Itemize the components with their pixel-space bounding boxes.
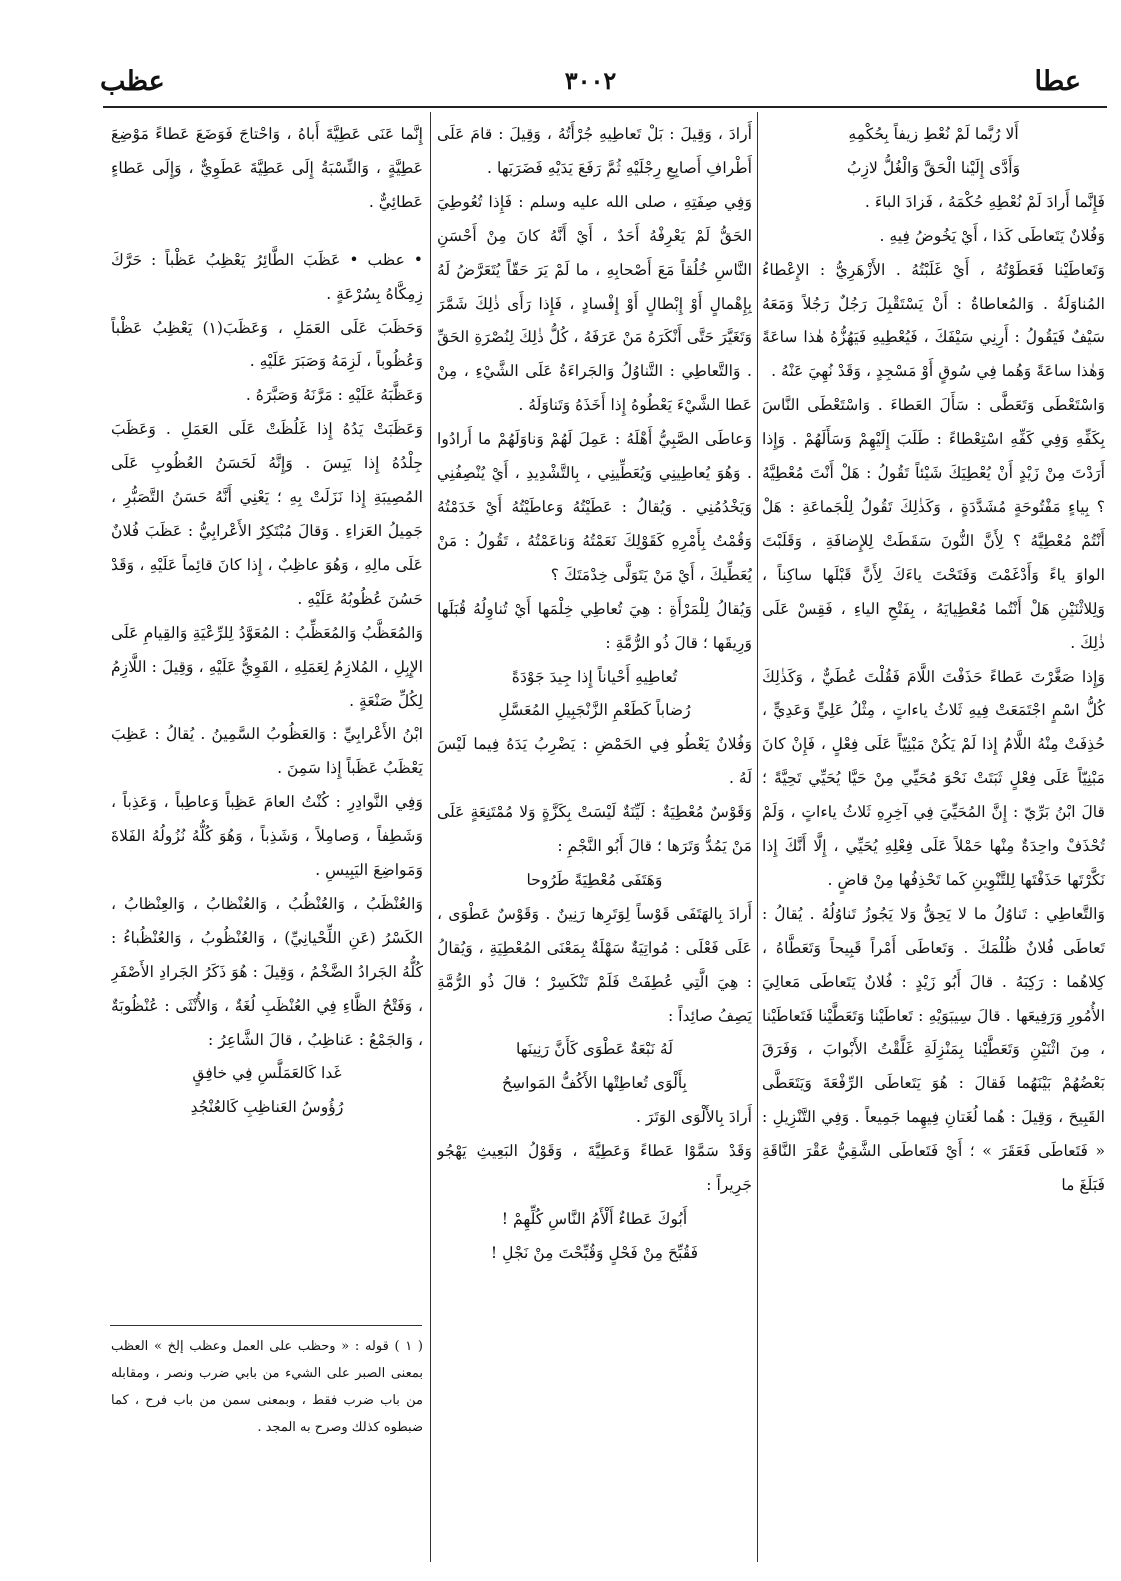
paragraph: أَرادَ ، وَقِيلَ : بَلْ تَعاطِيهِ جُرْأَتُهُ ، وَقِيلَ : قامَ عَلَى أَطْرافِ أَصابِعِ رِجْلَيْهِ ثُمَّ رَفَعَ يَدَيْهِ فَضَرَبَها . (437, 125, 752, 177)
column-separator (430, 112, 431, 1562)
verse-line: تُعاطِيهِ أَحْياناً إِذا جِيدَ جَوْدَةً (511, 667, 678, 686)
verse-line: رُؤُوسُ العَناظِبِ كَالعُنْجُدِ (190, 1098, 344, 1117)
paragraph: وَالمُعَظَّبُ وَالمُعَظِّبُ : المُعَوَّدُ لِلرِّعْيَةِ وَالقِيامِ عَلَى الإِبِلِ ، المُلازِمُ لِعَمَلِهِ ، القَوِيُّ عَلَيْهِ ، وَقِيلَ : اللَّازِمُ لِكُلِّ صَنْعَةٍ . (111, 623, 423, 710)
header-rule (103, 106, 1107, 108)
verse-line: لَهُ نَبْعَةٌ عَطْوَى كَأَنَّ رَنِينَها (515, 1040, 674, 1059)
column-middle (437, 118, 752, 1558)
header-root-right: عطا (1034, 66, 1081, 97)
verse-line: وَأَدَّى إِلَيْنا الْحَقَّ وَالْغُلُّ لازِبُ (846, 158, 1021, 177)
verse-line: رُضاباً كَطَعْمِ الزَّنْجَبِيلِ المُعَسَّلِ (498, 701, 691, 720)
header-root-left: عظب (100, 66, 165, 97)
paragraph: وَعَظَّبَهُ عَلَيْهِ : مَرَّنَهُ وَصَبَّرَهُ . (245, 386, 423, 405)
column-separator (757, 112, 758, 1562)
verse-line: فَقُبِّحَ مِنْ فَحْلٍ وَقُبِّحْتَ مِنْ نَجْلِ ! (490, 1243, 699, 1262)
entry-heading: • عظب • عَظَبَ الطَّائِرُ يَعْظِبُ عَظْباً : حَرَّكَ زِمِكَّاهُ بِسُرْعَةٍ . (111, 250, 423, 303)
paragraph: فَإِنَّما أَرادَ لَمْ نُعْطِهِ حُكْمَهُ ، فَزادَ الباءَ . (864, 192, 1105, 211)
paragraph: أَرادَ بِالهَتَفَى قَوْساً لِوَتَرِها رَنِينٌ . وَقَوْسٌ عَطْوَى ، عَلَى فَعْلَى : مُواتِيَةٌ سَهْلَةٌ بِمَعْنَى المُعْطِيَةِ ، وَيُقالُ : هِيَ الَّتِي عُطِفَتْ فَلَمْ تَنْكَسِرْ ؛ قالَ ذُو الرُّمَّةِ يَصِفُ صائِداً : (437, 904, 752, 1025)
paragraph: وَعاطَى الصَّبِيُّ أَهْلَهُ : عَمِلَ لَهُمْ وَناوَلَهُمْ ما أَرادُوا . وَهُوَ يُعاطِينِي وَيُعَطِّينِي ، بِالتَّشْدِيدِ ، أَيْ يُنْصِفُنِي وَيَخْدُمُنِي . وَيُقالُ : عَطَيْتُهُ وَعاطَيْتُهُ أَيْ خَدَمْتُهُ وَقُمْتُ بِأَمْرِهِ كَقَوْلِكَ نَعَمْتُهُ وَناعَمْتُهُ ، تَقُولُ : مَنْ يُعَطِّيكَ ، أَيْ مَنْ يَتَوَلَّى خِدْمَتَكَ ؟ (437, 430, 752, 584)
footnote: ( ١ ) قوله : « وحظب على العمل وعظب إلخ » العظب بمعنى الصبر على الشيء من بابي ضرب ونصر ، ومقابله من باب ضرب فقط ، وبمعنى سمن من باب فرح ، كما ضبطوه كذلك وصرح به المجد . (111, 1339, 423, 1435)
paragraph: وَيُقالُ لِلْمَرْأَةِ : هِيَ تُعاطِي خِلْمَها أَيْ تُناوِلُهُ قُبَلَها وَرِيقَها ؛ قالَ ذُو الرُّمَّةِ : (437, 599, 752, 652)
paragraph: وَفِي صِفَتِهِ ، صلى الله عليه وسلم : فَإِذا تُعُوطِيَ الحَقُّ لَمْ يَعْرِفْهُ أَحَدٌ ، أَيْ أَنَّهُ كانَ مِنْ أَحْسَنِ النَّاسِ خُلُقاً مَعَ أَصْحابِهِ ، ما لَمْ يَرَ حَقّاً يُتَعَرَّضُ لَهُ بِإِهْمالٍ أَوْ إِبْطالٍ أَوْ إِفْسادٍ ، فَإِذا رَأَى ذٰلِكَ شَمَّرَ وَتَغَيَّرَ حَتَّى أَنْكَرَهُ مَنْ عَرَفَهُ ، كُلُّ ذٰلِكَ لِنُصْرَةِ الحَقِّ . وَالتَّعاطِي : التَّناوُلُ وَالجَراءَةُ عَلَى الشَّيْءِ ، مِنْ عَطا الشَّيْءَ يَعْطُوهُ إِذا أَخَذَهُ وَتَناوَلَهُ . (437, 192, 752, 415)
paragraph: وَالتَّعاطِي : تَناوُلُ ما لا يَحِقُّ وَلا يَجُوزُ تَناوُلُهُ . يُقالُ : تَعاطَى فُلانٌ ظُلْمَكَ . وَتَعاطَى أَمْراً قَبِيحاً وَتَعَطَّاهُ ، كِلاهُما : رَكِبَهُ . قالَ أَبُو زَيْدٍ : فُلانٌ يَتَعاطَى مَعالِيَ الأُمُورِ وَرَفِيعَها . قالَ سِيبَوَيْهِ : تَعاطَيْنا وَتَعَطَّيْنا فَتَعاطَيْنا ، مِنَ اثْنَيْنِ وَتَعَطَّيْنا بِمَنْزِلَةِ غَلَّقْتُ الأَبْوابَ ، وَفَرَقَ بَعْضُهُمْ بَيْنَهُما فَقالَ : هُوَ يَتَعاطَى الرِّفْعَةَ وَيَتَعَطَّى القَبِيحَ ، وَقِيلَ : هُما لُغَتانِ فِيهِما جَمِيعاً . وَفِي التَّنْزِيلِ : « فَتَعاطَى فَعَقَرَ » ؛ أَيْ فَتَعاطَى الشَّقِيُّ عَقْرَ النَّاقَةِ فَبَلَغَ ما (762, 904, 1105, 1195)
page-header (100, 66, 1081, 106)
paragraph: وَاسْتَعْطَى وَتَعَطَّى : سَأَلَ العَطاءَ . وَاسْتَعْطَى النَّاسَ بِكَفِّهِ وَفِي كَفِّهِ اسْتِعْطاءً : طَلَبَ إِلَيْهِمْ وَسَأَلَهُمْ . وَإِذا أَرَدْتَ مِنْ زَيْدٍ أَنْ يُعْطِيَكَ شَيْئاً تَقُولُ : هَلْ أَنْتَ مُعْطِيَّهُ ؟ بِياءٍ مَفْتُوحَةٍ مُشَدَّدَةٍ ، وَكَذٰلِكَ تَقُولُ لِلْجَماعَةِ : هَلْ أَنْتُمْ مُعْطِيَّهُ ؟ لِأَنَّ النُّونَ سَقَطَتْ لِلإِضافَةِ ، وَقَلَبْتَ الواوَ ياءً وَأَدْغَمْتَ وَفَتَحْتَ ياءَكَ لِأَنَّ قَبْلَها ساكِناً ، وَلِلاثْنَيْنِ هَلْ أَنْتُما مُعْطِيايَهُ ، بِفَتْحِ الياءِ ، فَقِسْ عَلَى ذٰلِكَ . (762, 396, 1105, 652)
paragraph: ابْنُ الأَعْرابِيِّ : وَالعَظُوبُ السَّمِينُ . يُقالُ : عَظِبَ يَعْظَبُ عَظَباً إِذا سَمِنَ . (111, 725, 423, 778)
footnote-rule (110, 1325, 422, 1326)
paragraph: وَقَوْسٌ مُعْطِيَةٌ : لَيِّنَةٌ لَيْسَتْ بِكَزَّةٍ وَلا مُمْتَنِعَةٍ عَلَى مَنْ يَمُدُّ وَتَرَها ؛ قالَ أَبُو النَّجْمِ : (437, 803, 752, 856)
paragraph: وَإِذا صَغَّرْتَ عَطاءً حَذَفْتَ اللَّامَ فَقُلْتَ عُطَيٌّ ، وَكَذٰلِكَ كُلُّ اسْمٍ اجْتَمَعَتْ فِيهِ ثَلاثُ ياءاتٍ ، مِثْلُ عَلِيٍّ وَعَدِيٍّ ، حُذِفَتْ مِنْهُ اللَّامُ إِذا لَمْ يَكُنْ مَبْنِيّاً عَلَى فِعْلٍ ، فَإِنْ كانَ مَبْنِيّاً عَلَى فِعْلٍ ثَبَتَتْ نَحْوَ مُحَيِّي مِنْ حَيَّا يُحَيِّي تَحِيَّةً ؛ قالَ ابْنُ بَرِّيّ : إِنَّ المُحَيِّيَ فِي آخِرِهِ ثَلاثُ ياءاتٍ ، وَلَمْ تُحْذَفْ واحِدَةٌ مِنْها حَمْلاً عَلَى فِعْلِهِ يُحَيِّي ، إِلَّا أَنَّكَ إِذا نَكَّرْتَها حَذَفْتَها لِلتَّنْوِينِ كَما تَحْذِفُها مِنْ قاضٍ . (762, 667, 1105, 889)
entry-gap (111, 220, 423, 244)
column-right (762, 118, 1105, 1558)
paragraph: وَتَعاطَيْنا فَعَطَوْتُهُ ، أَيْ غَلَبْتُهُ . الأَزْهَرِيُّ : الإِعْطاءُ المُناوَلَةُ . وَالمُعاطاةُ : أَنْ يَسْتَقْبِلَ رَجُلٌ رَجُلاً وَمَعَهُ سَيْفٌ فَيَقُولُ : أَرِنِي سَيْفَكَ ، فَيُعْطِيهِ فَيَهُزُّهُ هٰذا ساعَةً وَهٰذا ساعَةً وَهُما فِي سُوقٍ أَوْ مَسْجِدٍ ، وَقَدْ نُهِيَ عَنْهُ . (762, 260, 1105, 381)
paragraph: وَحَظَبَ عَلَى العَمَلِ ، وَعَظَبَ(١) يَعْظِبُ عَظْباً وَعُظُوباً ، لَزِمَهُ وَصَبَرَ عَلَيْهِ . (111, 318, 423, 371)
paragraph: وَفُلانٌ يَتَعاطَى كَذا ، أَيْ يَخُوضُ فِيهِ . (879, 226, 1105, 245)
paragraph: أَرادَ بِالأَلْوَى الوَتَرَ . (635, 1108, 752, 1127)
paragraph: وَعَظَبَتْ يَدُهُ إِذا غَلُظَتْ عَلَى العَمَلِ . وَعَظَبَ جِلْدُهُ إِذا يَبِسَ . وَإِنَّهُ لَحَسَنُ العُظُوبِ عَلَى المُصِيبَةِ إِذا نَزَلَتْ بِهِ ؛ يَعْنِي أَنَّهُ حَسَنُ التَّصَبُّرِ ، جَمِيلُ العَزاءِ . وَقالَ مُبْتَكِرٌ الأَعْرابِيُّ : عَظَبَ فُلانٌ عَلَى مالِهِ ، وَهُوَ عاظِبٌ ، إِذا كانَ قائِماً عَلَيْهِ ، وَقَدْ حَسُنَ عُظُوبُهُ عَلَيْهِ . (111, 420, 423, 608)
verse-line: أَبُوكَ عَطاءٌ أَلْأَمُ النَّاسِ كُلِّهِمْ ! (501, 1210, 688, 1228)
paragraph: إِنَّما عَنَى عَطِيَّةَ أَباهُ ، وَاحْتاجَ فَوَضَعَ عَطاءً مَوْضِعَ عَطِيَّةٍ ، وَالنِّسْبَةُ إِلَى عَطِيَّةَ عَطَوِيٌّ ، وَإِلَى عَطاءٍ عَطائِيٌّ . (111, 125, 423, 211)
paragraph: وَقَدْ سَمَّوْا عَطاءً وَعَطِيَّةَ ، وَقَوْلُ البَعِيثِ يَهْجُو جَرِيراً : (437, 1142, 752, 1195)
verse-line: أَلا رُبَّما لَمْ نُعْطِ زيفاً بِحُكْمِهِ (848, 125, 1019, 143)
column-left (111, 118, 423, 1318)
paragraph: وَالعُنْظَبُ ، وَالعُنْظُبُ ، وَالعُنْظابُ ، وَالعِنْظابُ ، الكَسْرُ (عَنِ اللِّحْيانِيِّ) ، وَالعُنْظُوبُ ، وَالعُنْظُباءُ : كُلُّهُ الجَرادُ الضَّخْمُ ، وَقِيلَ : هُوَ ذَكَرُ الجَرادِ الأَصْفَرِ ، وَفَتْحُ الظَّاءِ فِي العُنْظَبِ لُغَةٌ ، وَالأُنْثَى : عُنْظُوبَةٌ ، وَالجَمْعُ : عَناظِبُ ، قالَ الشَّاعِرُ : (111, 894, 423, 1049)
paragraph: وَفِي النَّوادِرِ : كُنْتُ العامَ عَظِباً وَعاطِباً ، وَعَذِباً ، وَشَطِفاً ، وَصامِلاً ، وَشَذِباً ، وَهُوَ كُلُّهُ نُزُولُهُ الفَلاةَ وَمَواضِعَ اليَبِيسِ . (111, 793, 423, 880)
paragraph: وَفُلانٌ يَعْطُو فِي الحَمْضِ : يَضْرِبُ يَدَهُ فِيما لَيْسَ لَهُ . (437, 735, 752, 788)
verse-line: غَدا كَالعَمَلَّسِ فِي خافِقٍ (192, 1064, 342, 1083)
verse-line: وَهَتَفَى مُعْطِيَةً طَرُوحا (526, 870, 663, 889)
verse-line: بِأَلْوَى تُعاطِتْها الأَكُفُّ المَواسِحُ (501, 1074, 688, 1093)
page-number: ٣٠٠٢ (564, 66, 617, 95)
